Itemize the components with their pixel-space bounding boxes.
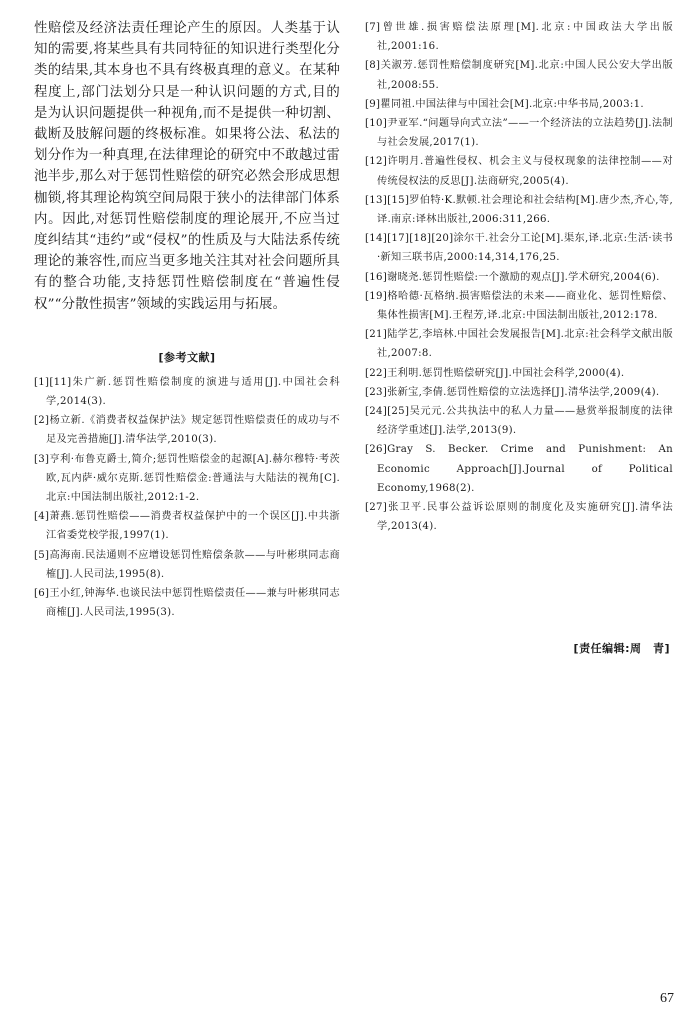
- reference-item: [24][25]吴元元.公共执法中的私人力量——悬赏举报制度的法律经济学重述[J].法学,2013(9).: [365, 406, 673, 437]
- references-list-right: [365, 18, 673, 536]
- body-paragraph: 性赔偿及经济法责任理论产生的原因。人类基于认知的需要,将某些具有共同特征的知识进行类型化分类的结果,其本身也不具有终极真理的意义。在某种程度上,部门法划分只是一种认识问题的方式,目的是为认识问题提供一种视角,而不是提供一种切割、截断及肢解问题的终极标准。如果将公法、私法的划分作为一种真理,在法律理论的研究中不敢越过雷池半步,那么对于惩罚性赔偿的研究必然会形成思想枷锁,将其理论构筑空间局限于狭小的法律部门体系内。因此,对惩罚性赔偿制度的理论展开,不应当过度纠结其“违约”或“侵权”的性质及与大陆法系传统理论的兼容性,而应当更多地关注其对社会问题所具有的整合功能,支持惩罚性赔偿制度在“普遍性侵权”“分散性损害”领域的实践运用与拓展。: [34, 21, 340, 312]
- references-heading: [参考文献]: [158, 350, 216, 364]
- reference-item: [5]高海南.民法通则不应增设惩罚性赔偿条款——与叶彬琪同志商榷[J].人民司法,1995(8).: [34, 549, 340, 580]
- reference-item: [23]张新宝,李倩.惩罚性赔偿的立法选择[J].清华法学,2009(4).: [365, 386, 660, 398]
- left-column: [34, 18, 340, 622]
- reference-item: [8]关淑芳.惩罚性赔偿制度研究[M].北京:中国人民公安大学出版社,2008:55.: [365, 60, 673, 91]
- references-list-left: [34, 373, 340, 623]
- reference-item: [9]瞿同祖.中国法律与中国社会[M].北京:中华书局,2003:1.: [365, 98, 644, 110]
- reference-item: [4]萧燕.惩罚性赔偿——消费者权益保护中的一个误区[J].中共浙江省委党校学报,1997(1).: [34, 511, 340, 542]
- reference-item: [14][17][18][20]涂尔干.社会分工论[M].渠东,译.北京:生活·读书·新知三联书店,2000:14,314,176,25.: [365, 233, 673, 264]
- reference-item: [26]Gray S. Becker. Crime and Punishment: An Economic Approach[J].Journal of Political Economy,1968(2).: [365, 444, 673, 494]
- reference-item: [3]亨利·布鲁克爵士,简介;惩罚性赔偿金的起源[A].赫尔穆特·考茨欧,瓦内萨·威尔克斯.惩罚性赔偿金:普通法与大陆法的视角[C].北京:中国法制出版社,2012:1-2.: [34, 453, 340, 504]
- reference-item: [13][15]罗伯特·K.默顿.社会理论和社会结构[M].唐少杰,齐心,等,译.南京:译林出版社,2006:311,266.: [365, 194, 673, 226]
- reference-item: [6]王小红,钟海华.也谈民法中惩罚性赔偿责任——兼与叶彬琪同志商榷[J].人民司法,1995(3).: [34, 588, 340, 619]
- page-number: 67: [660, 991, 674, 1006]
- reference-item: [2]杨立新.《消费者权益保护法》规定惩罚性赔偿责任的成功与不足及完善措施[J].清华法学,2010(3).: [34, 415, 340, 446]
- reference-item: [10]尹亚军.“问题导向式立法”——一个经济法的立法趋势[J].法制与社会发展,2017(1).: [365, 118, 673, 149]
- editor-note: [责任编辑:周 青]: [573, 642, 670, 655]
- reference-item: [12]许明月.普遍性侵权、机会主义与侵权现象的法律控制——对传统侵权法的反思[J].法商研究,2005(4).: [365, 156, 673, 187]
- reference-item: [21]陆学艺,李培林.中国社会发展报告[M].北京:社会科学文献出版社,2007:8.: [365, 329, 673, 360]
- reference-item: [22]王利明.惩罚性赔偿研究[J].中国社会科学,2000(4).: [365, 367, 625, 379]
- reference-item: [19]格哈德·瓦格纳.损害赔偿法的未来——商业化、惩罚性赔偿、集体性损害[M].王程芳,译.北京:中国法制出版社,2012:178.: [365, 290, 673, 322]
- reference-item: [1][11]朱广新.惩罚性赔偿制度的演进与适用[J].中国社会科学,2014(3).: [34, 376, 340, 408]
- reference-item: [7]曾世雄.损害赔偿法原理[M].北京:中国政法大学出版社,2001:16.: [365, 22, 673, 53]
- reference-item: [27]张卫平.民事公益诉讼原则的制度化及实施研究[J].清华法学,2013(4).: [365, 502, 673, 533]
- reference-item: [16]谢晓尧.惩罚性赔偿:一个激励的观点[J].学术研究,2004(6).: [365, 271, 660, 283]
- right-column: [365, 18, 673, 536]
